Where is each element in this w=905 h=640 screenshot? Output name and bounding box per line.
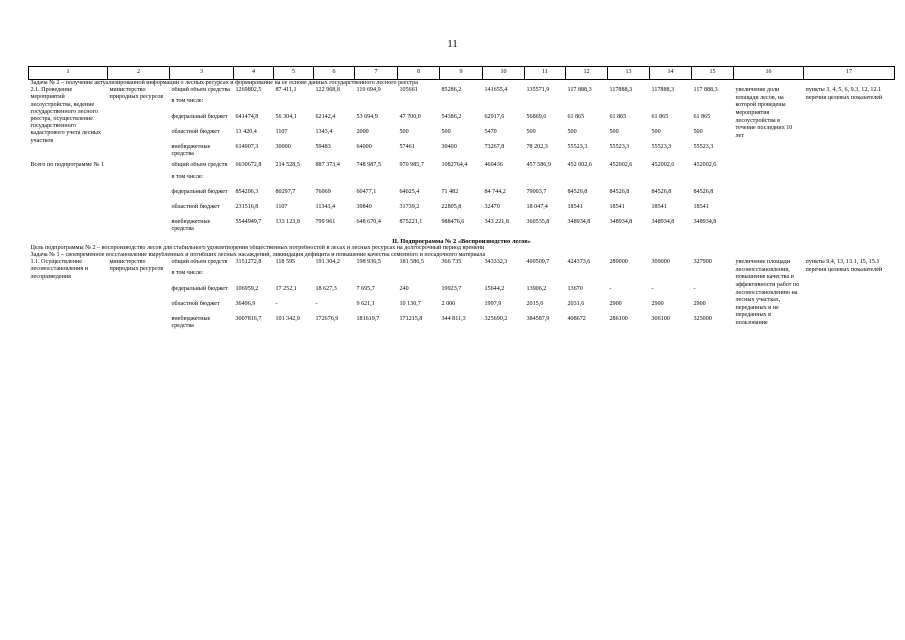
amount-value: 84526,8 — [693, 188, 714, 195]
column-number: 10 — [483, 67, 525, 80]
amount-value: 460436 — [484, 162, 503, 169]
amount-value — [398, 94, 440, 109]
expected-result: увеличение площади лесовосстановления, повышение качества и эффективности работ по лесовосстановлению на лесных участках, переданных и не переданных в пользование — [735, 259, 800, 326]
amount-value: - — [315, 300, 318, 307]
amount-value: 18 627,3 — [315, 285, 337, 292]
amount-value — [483, 170, 525, 185]
funding-source: внебюджетные средства — [171, 144, 211, 158]
amount-value: 87 411,1 — [275, 87, 297, 94]
amount-value: 2015,6 — [526, 300, 544, 307]
amount-value: 61 865 — [651, 113, 669, 120]
amount-value: 117888,3 — [609, 87, 633, 94]
amount-value: 19923,7 — [441, 285, 462, 292]
funding-source: общий объем средств — [171, 259, 228, 266]
amount-value — [398, 266, 440, 281]
task-title: Задача № 1 – своевременное восстановление вырубленных и погибших лесных насаждений, ликвидация дефицита и повышение качества семенного и посадочного материала — [30, 252, 486, 259]
amount-value: 32470 — [484, 204, 500, 211]
amount-value: 56 304,1 — [275, 113, 297, 120]
amount-value: 105661 — [399, 87, 418, 94]
amount-value: 172676,9 — [315, 316, 339, 323]
column-number: 13 — [608, 67, 650, 80]
amount-value: 214 528,5 — [275, 162, 300, 169]
amount-value: 18 047,4 — [526, 204, 548, 211]
amount-value: 360535,8 — [526, 219, 550, 226]
funding-source: внебюджетные средства — [171, 219, 211, 233]
amount-value — [314, 170, 355, 185]
executor: министерство природных ресурсов — [109, 259, 164, 273]
amount-value: 343 221,8 — [484, 219, 509, 226]
measure-name: 2.1. Проведение мероприятий лесоустройства, ведение государственного лесного реестра, осуществление государственного кадастрового учета лесных участков — [30, 87, 102, 144]
document-page — [28, 66, 883, 334]
section-title-row — [29, 238, 895, 245]
amount-value: 400509,7 — [526, 259, 550, 266]
amount-value: 84526,8 — [609, 188, 630, 195]
amount-value — [525, 94, 566, 109]
amount-value: 875221,1 — [399, 219, 423, 226]
amount-value: 348934,8 — [693, 219, 717, 226]
amount-value: 5470 — [484, 128, 497, 135]
amount-value: 500 — [693, 128, 703, 135]
column-number: 8 — [398, 67, 440, 80]
amount-value — [566, 170, 608, 185]
amount-value — [608, 94, 650, 109]
amount-value: 62142,4 — [315, 113, 336, 120]
amount-value — [566, 266, 608, 281]
amount-value: 119 694,9 — [356, 87, 381, 94]
amount-value: 133 123,8 — [275, 219, 300, 226]
amount-value: 500 — [567, 128, 577, 135]
funding-source: областной бюджет — [171, 204, 220, 211]
amount-value — [234, 170, 274, 185]
amount-value: 2900 — [693, 300, 706, 307]
amount-value: 325690,2 — [484, 316, 508, 323]
funding-source: федеральный бюджет — [171, 188, 228, 195]
amount-value: 1107 — [275, 204, 288, 211]
amount-value: 78 202,3 — [526, 144, 548, 151]
amount-value — [355, 266, 398, 281]
amount-value: 10 130,7 — [399, 300, 421, 307]
amount-value: 30400 — [441, 144, 457, 151]
amount-value — [440, 266, 483, 281]
amount-value: 18541 — [609, 204, 625, 211]
amount-value — [650, 266, 692, 281]
column-number: 1 — [29, 67, 108, 80]
amount-value: 7 695,7 — [356, 285, 375, 292]
amount-value: 198 936,5 — [356, 259, 381, 266]
amount-value: 181619,7 — [356, 316, 380, 323]
amount-value: 17 252,1 — [275, 285, 297, 292]
amount-value: - — [651, 285, 654, 292]
amount-value — [608, 170, 650, 185]
amount-value — [440, 170, 483, 185]
amount-value: 117888,3 — [651, 87, 675, 94]
amount-value: 80297,7 — [275, 188, 296, 195]
funding-source: в том числе: — [171, 173, 204, 180]
amount-value: 55523,3 — [567, 144, 588, 151]
funding-row — [29, 162, 895, 169]
amount-value: 424373,6 — [567, 259, 591, 266]
amount-value: 76069 — [315, 188, 331, 195]
funding-source: федеральный бюджет — [171, 113, 228, 120]
amount-value: 2000 — [356, 128, 369, 135]
amount-value: 854206,3 — [235, 188, 259, 195]
amount-value: 59483 — [315, 144, 331, 151]
amount-value: 325000 — [693, 316, 712, 323]
amount-value: 135571,9 — [526, 87, 550, 94]
amount-value: 13 420,4 — [235, 128, 257, 135]
total-name: Всего по подпрограмме № 1 — [30, 162, 104, 169]
amount-value: 452002,6 — [693, 162, 717, 169]
amount-value: 55523,3 — [651, 144, 672, 151]
amount-value: - — [609, 285, 612, 292]
amount-value — [234, 94, 274, 109]
amount-value: 2 000 — [441, 300, 456, 307]
amount-value: 500 — [609, 128, 619, 135]
amount-value — [440, 94, 483, 109]
amount-value: 18541 — [567, 204, 583, 211]
amount-value: 73267,8 — [484, 144, 505, 151]
amount-value — [483, 94, 525, 109]
amount-value: 106959,2 — [235, 285, 259, 292]
amount-value: 500 — [399, 128, 409, 135]
amount-value: 61 865 — [609, 113, 627, 120]
amount-value: 748 987,5 — [356, 162, 381, 169]
column-number: 12 — [566, 67, 608, 80]
section-title: II. Подпрограмма № 2 «Воспроизводство лесов» — [392, 237, 531, 245]
amount-value: 181 586,5 — [399, 259, 424, 266]
column-number: 16 — [734, 67, 804, 80]
amount-value: 36496,9 — [235, 300, 256, 307]
amount-value: - — [693, 285, 696, 292]
funding-source: в том числе: — [171, 270, 204, 277]
amount-value — [355, 94, 398, 109]
expected-result: увеличение доли площади лесов, на которой проведены мероприятия лесоустройства в течение последних 10 лет — [735, 87, 793, 139]
funding-source: внебюджетные средства — [171, 316, 211, 330]
amount-value — [608, 266, 650, 281]
column-number-row — [29, 67, 895, 80]
funding-source: общий объем средств — [171, 162, 228, 169]
amount-value: 64025,4 — [399, 188, 420, 195]
measure-name: 1.1. Осуществление лесовосстановления и лесоразведения — [30, 259, 88, 280]
amount-value: 53 694,9 — [356, 113, 378, 120]
amount-value: 18541 — [651, 204, 667, 211]
amount-value: 3151272,8 — [235, 259, 262, 266]
amount-value: 887 373,4 — [315, 162, 340, 169]
amount-value: 55523,3 — [609, 144, 630, 151]
amount-value: 117 888,3 — [567, 87, 592, 94]
amount-value — [355, 170, 398, 185]
amount-value: 2900 — [609, 300, 622, 307]
amount-value: 84 744,2 — [484, 188, 506, 195]
column-number: 5 — [274, 67, 314, 80]
column-number: 2 — [108, 67, 170, 80]
amount-value — [566, 94, 608, 109]
amount-value: 457 586,9 — [526, 162, 551, 169]
amount-value: 500 — [526, 128, 536, 135]
amount-value — [314, 266, 355, 281]
funding-row — [29, 259, 895, 266]
amount-value: 240 — [399, 285, 409, 292]
empty-cell — [734, 162, 804, 237]
amount-value: 500 — [651, 128, 661, 135]
column-number: 11 — [525, 67, 566, 80]
amount-value: 366 735 — [441, 259, 462, 266]
amount-value: 13670 — [567, 285, 583, 292]
amount-value: 171215,8 — [399, 316, 423, 323]
task-title-row — [29, 80, 895, 88]
amount-value: 118 595 — [275, 259, 296, 266]
amount-value — [692, 94, 734, 109]
amount-value: 191 304,2 — [315, 259, 340, 266]
column-number: 3 — [170, 67, 234, 80]
amount-value: 9 621,1 — [356, 300, 375, 307]
amount-value — [274, 170, 314, 185]
amount-value — [398, 170, 440, 185]
amount-value — [234, 266, 274, 281]
amount-value: 3007816,7 — [235, 316, 262, 323]
task-title-row — [29, 252, 895, 259]
amount-value: 327900 — [693, 259, 712, 266]
amount-value: - — [275, 300, 278, 307]
amount-value: 1997,9 — [484, 300, 502, 307]
column-number: 15 — [692, 67, 734, 80]
amount-value: 39840 — [356, 204, 372, 211]
amount-value: 309000 — [651, 259, 670, 266]
amount-value: 348934,8 — [609, 219, 633, 226]
amount-value: 117 888,3 — [693, 87, 718, 94]
amount-value: 1269802,5 — [235, 87, 262, 94]
amount-value: 31739,2 — [399, 204, 420, 211]
amount-value: 84526,8 — [651, 188, 672, 195]
amount-value: 22805,8 — [441, 204, 462, 211]
amount-value: 641474,8 — [235, 113, 259, 120]
amount-value: 2900 — [651, 300, 664, 307]
amount-value: 384587,9 — [526, 316, 550, 323]
program-table — [28, 66, 895, 334]
amount-value: 85286,2 — [441, 87, 462, 94]
amount-value: 64000 — [356, 144, 372, 151]
amount-value: 122 968,8 — [315, 87, 340, 94]
amount-value: 47 700,0 — [399, 113, 421, 120]
amount-value: 101 342,9 — [275, 316, 300, 323]
column-number: 7 — [355, 67, 398, 80]
amount-value — [274, 266, 314, 281]
amount-value: 79003,7 — [526, 188, 547, 195]
amount-value: 2031,6 — [567, 300, 585, 307]
amount-value: 614907,3 — [235, 144, 259, 151]
amount-value: 231516,8 — [235, 204, 259, 211]
amount-value: 11343,4 — [315, 204, 336, 211]
subprogram-goal: Цель подпрограммы № 2 – воспроизводство лесов для стабильного удовлетворения общественных потребностей в лесах и лесных ресурсах на долгосрочный период времени — [30, 244, 485, 251]
funding-source: в том числе: — [171, 98, 204, 105]
amount-value: 30000 — [275, 144, 291, 151]
funding-source: федеральный бюджет — [171, 285, 228, 292]
funding-source: общий объем средства — [171, 87, 230, 94]
page-number: 11 — [447, 38, 458, 50]
amount-value: 5544949,7 — [235, 219, 262, 226]
amount-value: 286100 — [609, 316, 628, 323]
amount-value: 71 482 — [441, 188, 459, 195]
amount-value: 348934,8 — [567, 219, 591, 226]
amount-value — [650, 94, 692, 109]
amount-value — [692, 170, 734, 185]
amount-value: 6630672,8 — [235, 162, 262, 169]
funding-source: областной бюджет — [171, 300, 220, 307]
amount-value: 648 670,4 — [356, 219, 381, 226]
task-title: Задача № 2 – получение актуализированной информации о лесных ресурсах и формирование на ее основе данных государственного лесного реестра — [30, 80, 418, 86]
amount-value: 1343,4 — [315, 128, 333, 135]
indicator-points: пункты 9.4, 13, 13.1, 15, 15.1 перечня целевых показателей — [805, 259, 883, 273]
column-number: 6 — [314, 67, 355, 80]
subprogram-goal-row — [29, 245, 895, 252]
amount-value: 1082764,4 — [441, 162, 468, 169]
funding-row — [29, 87, 895, 94]
amount-value: 13906,2 — [526, 285, 547, 292]
executor: министерство природных ресурсов — [109, 87, 164, 101]
amount-value: 799 961 — [315, 219, 336, 226]
amount-value — [274, 94, 314, 109]
amount-value — [525, 266, 566, 281]
amount-value: 970 985,7 — [399, 162, 424, 169]
amount-value: 306100 — [651, 316, 670, 323]
column-number: 4 — [234, 67, 274, 80]
amount-value: 452 002,6 — [567, 162, 592, 169]
column-number: 17 — [804, 67, 895, 80]
amount-value: 344 811,3 — [441, 316, 466, 323]
amount-value: 343332,3 — [484, 259, 508, 266]
indicator-points: пункты 3, 4, 5, 6, 9.3, 12, 12.1 перечня целевых показателей — [805, 87, 883, 101]
amount-value: 61 865 — [693, 113, 711, 120]
column-number: 9 — [440, 67, 483, 80]
amount-value — [692, 266, 734, 281]
amount-value — [483, 266, 525, 281]
amount-value: 452002,6 — [651, 162, 675, 169]
column-number: 14 — [650, 67, 692, 80]
amount-value: 15644,2 — [484, 285, 505, 292]
amount-value: 18541 — [693, 204, 709, 211]
amount-value: 289000 — [609, 259, 628, 266]
amount-value: 56869,6 — [526, 113, 547, 120]
amount-value: 62917,6 — [484, 113, 505, 120]
amount-value: 408672 — [567, 316, 586, 323]
amount-value: 1107 — [275, 128, 288, 135]
amount-value: 57461 — [399, 144, 415, 151]
amount-value: 54386,2 — [441, 113, 462, 120]
amount-value — [650, 170, 692, 185]
amount-value: 61 865 — [567, 113, 585, 120]
amount-value: 141655,4 — [484, 87, 508, 94]
amount-value: 348934,8 — [651, 219, 675, 226]
amount-value: 500 — [441, 128, 451, 135]
amount-value: 60477,1 — [356, 188, 377, 195]
amount-value: 452002,6 — [609, 162, 633, 169]
amount-value: 55523,3 — [693, 144, 714, 151]
funding-source: областной бюджет — [171, 128, 220, 135]
empty-cell — [804, 162, 895, 237]
amount-value — [525, 170, 566, 185]
amount-value: 84526,8 — [567, 188, 588, 195]
amount-value — [314, 94, 355, 109]
amount-value: 988476,6 — [441, 219, 465, 226]
